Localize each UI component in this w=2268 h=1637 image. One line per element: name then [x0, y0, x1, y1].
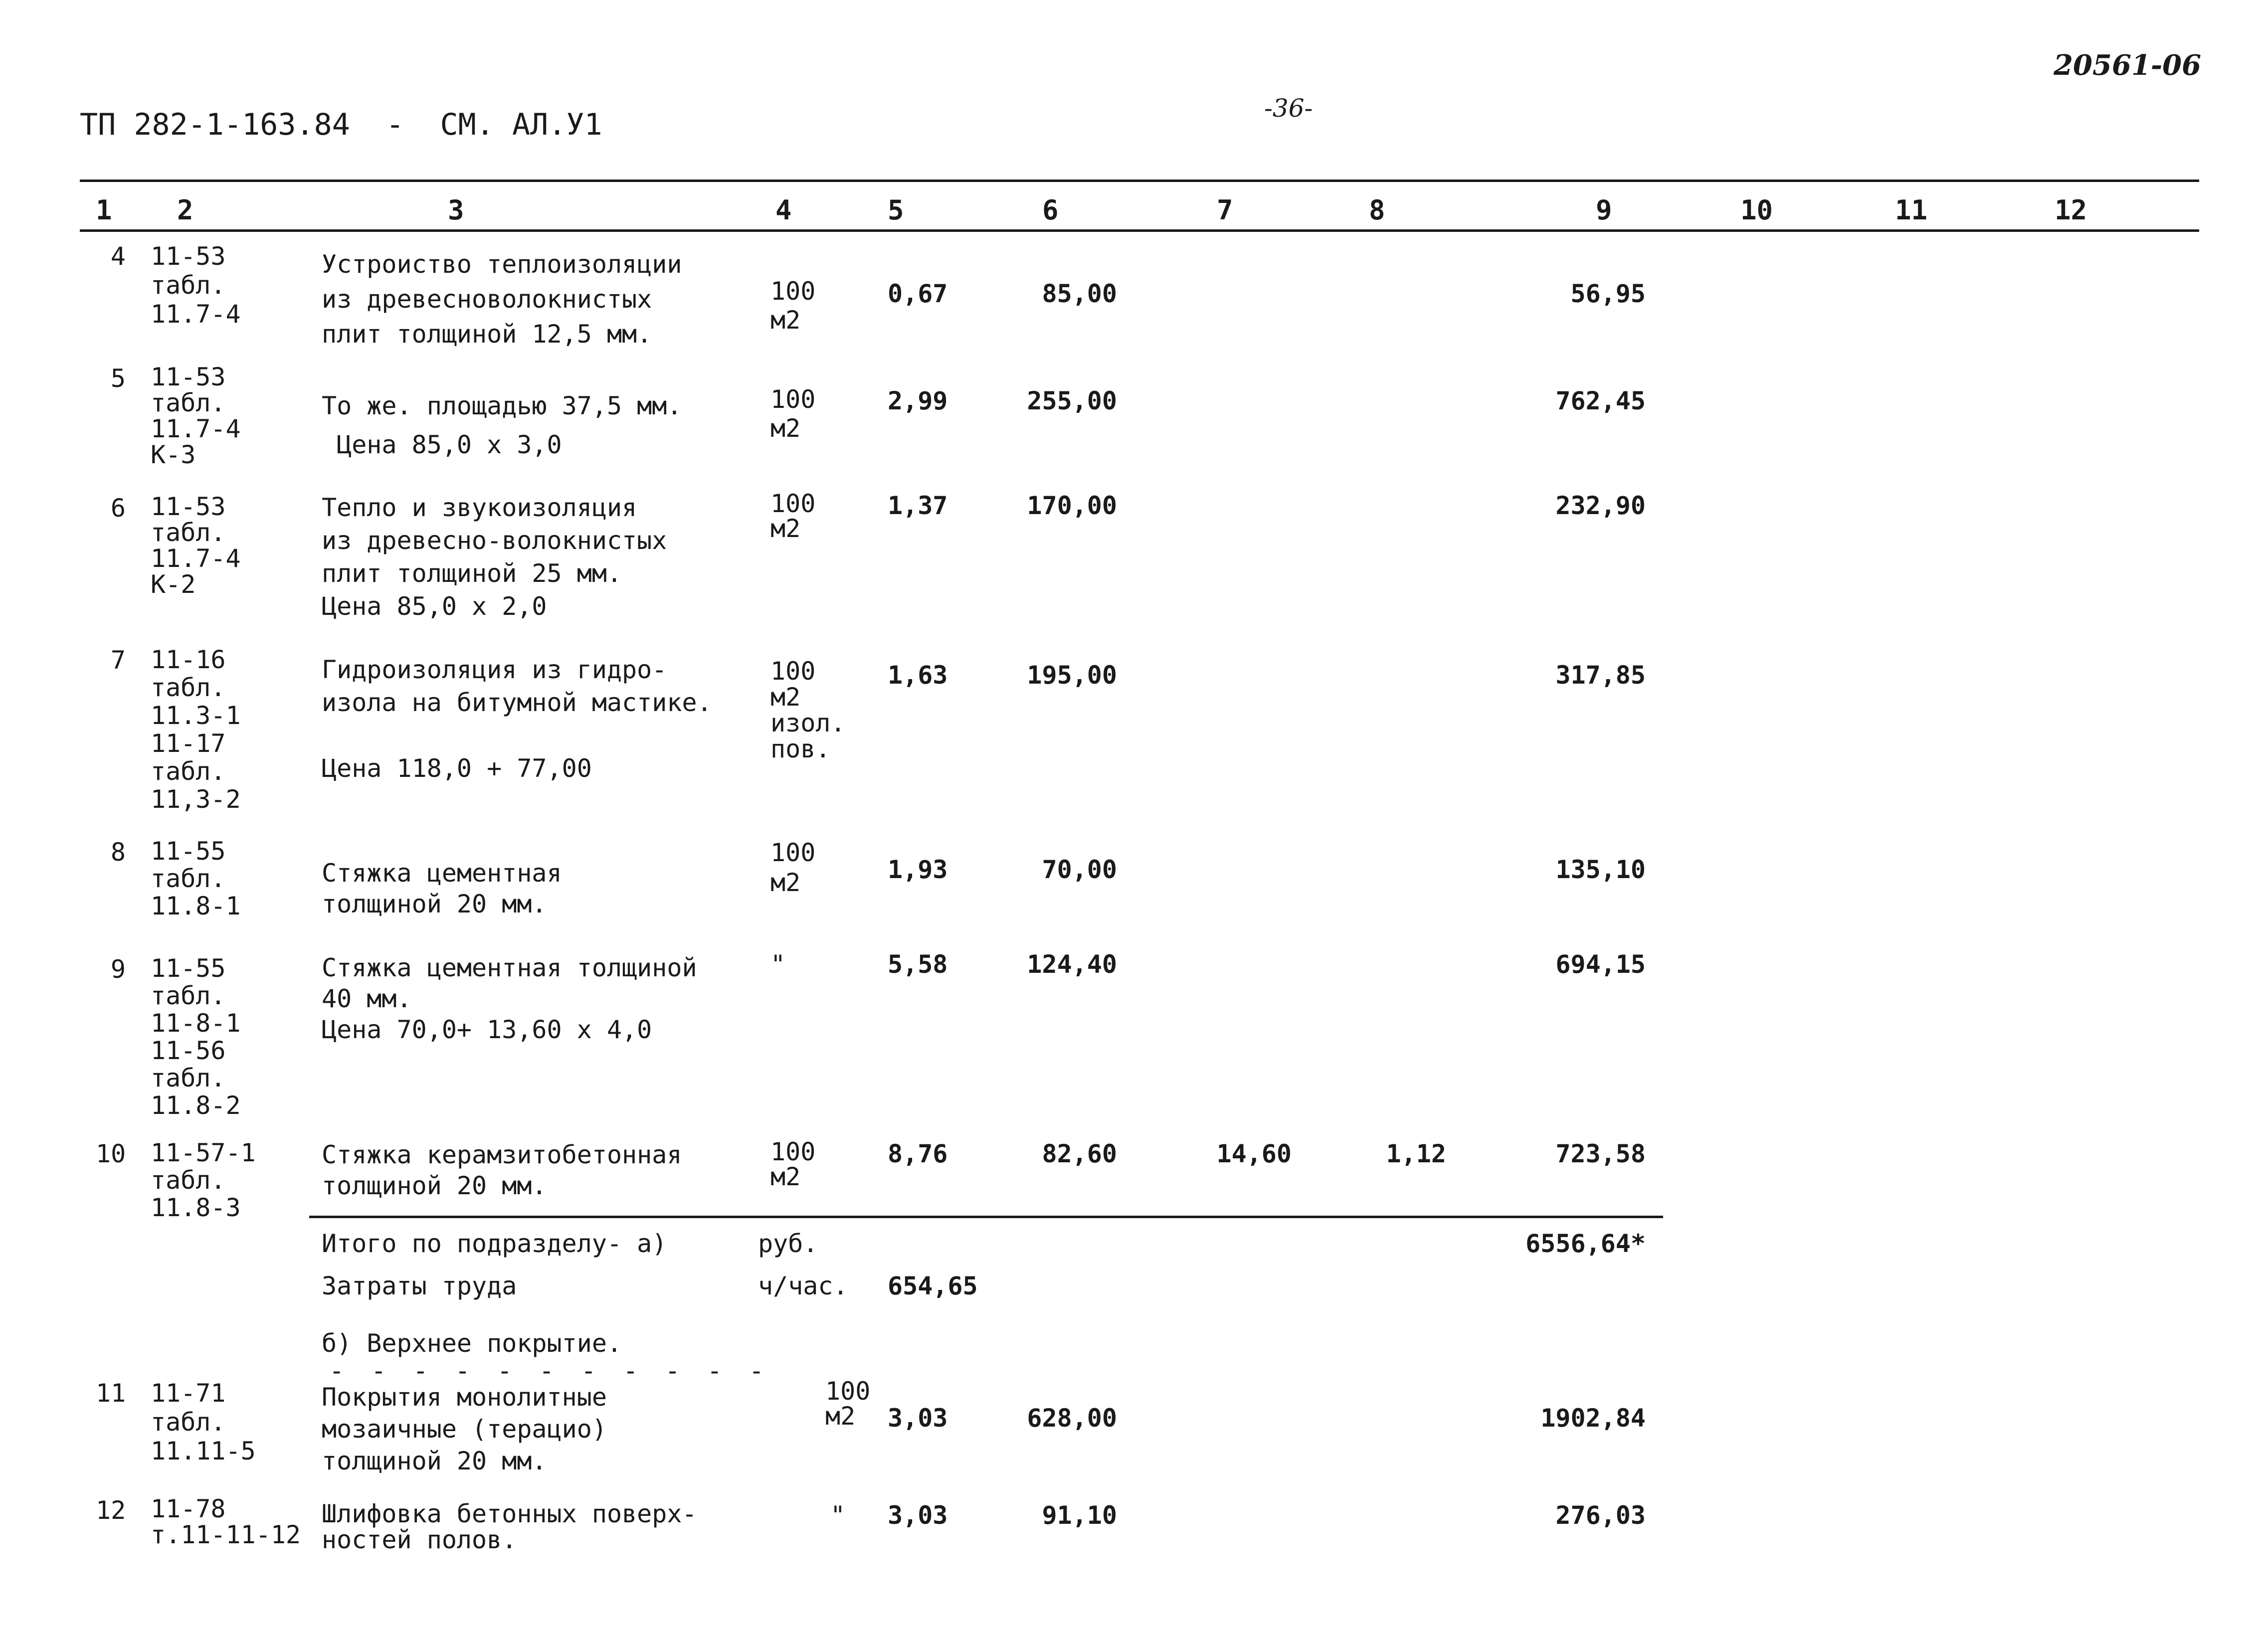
unit: 100 м2: [825, 1377, 871, 1431]
labor-value: 654,65: [888, 1272, 978, 1300]
quantity: 2,99: [888, 386, 948, 415]
work-description: То же. площадью 37,5 мм. Цена 85,0 х 3,0: [322, 391, 682, 459]
unit: ": [770, 950, 786, 979]
sheet-number: 20561-06: [2054, 49, 2201, 82]
col-num-10: 10: [1740, 194, 1773, 226]
subtotal-label: Итого по подразделу- а): [322, 1229, 667, 1258]
quantity: 3,03: [888, 1501, 948, 1530]
unit-price: 628,00: [1027, 1404, 1117, 1433]
section-b-underline: - - - - - - - - - - -: [329, 1356, 770, 1385]
col-num-4: 4: [775, 194, 792, 226]
norm-code: 11-78 т.11-11-12: [151, 1494, 301, 1549]
row-number: 6: [110, 494, 126, 523]
row-number: 12: [96, 1496, 126, 1525]
total-cost: 135,10: [1555, 855, 1646, 884]
quantity: 8,76: [888, 1139, 948, 1168]
norm-code: 11-55 табл. 11.8-1: [151, 837, 241, 920]
total-cost: 723,58: [1555, 1139, 1646, 1168]
subtotal-unit: руб.: [758, 1229, 818, 1258]
total-cost: 232,90: [1555, 491, 1646, 520]
header-bottom-rule: [80, 229, 2199, 232]
norm-code: 11-53 табл. 11.7-4 К-3: [151, 363, 241, 469]
unit-price: 124,40: [1027, 950, 1117, 979]
section-b-title: б) Верхнее покрытие.: [322, 1329, 622, 1358]
row-number: 8: [110, 838, 126, 867]
col-num-5: 5: [888, 194, 904, 226]
work-description: Шлифовка бетонных поверх- ностей полов.: [322, 1499, 697, 1554]
row-number: 10: [96, 1139, 126, 1168]
unit: 100 м2: [770, 1137, 816, 1191]
work-description: Стяжка керамзитобетонная толщиной 20 мм.: [322, 1140, 682, 1200]
column-8-value: 1,12: [1386, 1139, 1446, 1168]
col-num-1: 1: [96, 194, 112, 226]
row-number: 4: [110, 242, 126, 271]
col-num-7: 7: [1217, 194, 1233, 226]
row-number: 5: [110, 364, 126, 393]
table-top-rule: [80, 180, 2199, 182]
unit: 100 м2: [770, 277, 816, 335]
labor-label: Затраты труда: [322, 1272, 517, 1300]
quantity: 0,67: [888, 279, 948, 308]
norm-code: 11-53 табл. 11.7-4: [151, 242, 241, 329]
col-num-11: 11: [1895, 194, 1928, 226]
document-code: ТП 282-1-163.84 - СМ. АЛ.У1: [80, 107, 602, 142]
total-cost: 694,15: [1555, 950, 1646, 979]
quantity: 3,03: [888, 1404, 948, 1433]
work-description: Устроиство теплоизоляции из древесноволокнистых плит толщиной 12,5 мм.: [322, 250, 682, 349]
unit: 100 м2: [770, 489, 816, 543]
norm-code: 11-16 табл. 11.3-1 11-17 табл. 11,3-2: [151, 645, 241, 814]
row-number: 7: [110, 646, 126, 675]
row-number: 11: [96, 1379, 126, 1408]
row-number: 9: [110, 955, 126, 984]
work-description: Тепло и звукоизоляция из древесно-волокнистых плит толщиной 25 мм. Цена 85,0 х 2,0: [322, 493, 667, 621]
page-number: -36-: [1264, 94, 1313, 123]
total-cost: 276,03: [1555, 1501, 1646, 1530]
col-num-3: 3: [448, 194, 464, 226]
work-description: Стяжка цементная толщиной 40 мм. Цена 70,0+ 13,60 х 4,0: [322, 953, 697, 1044]
unit-price: 255,00: [1027, 386, 1117, 415]
norm-code: 11-53 табл. 11.7-4 К-2: [151, 492, 241, 599]
quantity: 1,37: [888, 491, 948, 520]
quantity: 1,63: [888, 661, 948, 690]
unit: ": [830, 1501, 846, 1530]
quantity: 1,93: [888, 855, 948, 884]
total-cost: 762,45: [1555, 386, 1646, 415]
labor-unit: ч/час.: [758, 1272, 848, 1300]
col-num-8: 8: [1369, 194, 1385, 226]
col-num-12: 12: [2055, 194, 2087, 226]
col-num-6: 6: [1042, 194, 1059, 226]
unit-price: 70,00: [1042, 855, 1117, 884]
unit: 100 м2 изол. пов.: [770, 657, 846, 763]
total-cost: 56,95: [1570, 279, 1646, 308]
norm-code: 11-71 табл. 11.11-5: [151, 1379, 256, 1465]
total-cost: 317,85: [1555, 661, 1646, 690]
unit-price: 82,60: [1042, 1139, 1117, 1168]
total-cost: 1902,84: [1540, 1404, 1646, 1433]
unit-price: 91,10: [1042, 1501, 1117, 1530]
norm-code: 11-57-1 табл. 11.8-3: [151, 1138, 256, 1222]
unit: 100 м2: [770, 838, 816, 897]
subtotal-value: 6556,64*: [1525, 1229, 1646, 1258]
unit-price: 195,00: [1027, 661, 1117, 690]
norm-code: 11-55 табл. 11-8-1 11-56 табл. 11.8-2: [151, 954, 241, 1120]
column-7-value: 14,60: [1216, 1139, 1292, 1168]
work-description: Стяжка цементная толщиной 20 мм.: [322, 859, 562, 918]
subtotal-rule: [309, 1216, 1663, 1218]
quantity: 5,58: [888, 950, 948, 979]
col-num-2: 2: [177, 194, 193, 226]
col-num-9: 9: [1596, 194, 1612, 226]
unit-price: 85,00: [1042, 279, 1117, 308]
unit-price: 170,00: [1027, 491, 1117, 520]
unit: 100 м2: [770, 385, 816, 443]
work-description: Покрытия монолитные мозаичные (терацио) толщиной 20 мм.: [322, 1383, 607, 1475]
work-description: Гидроизоляция из гидро- изола на битумной мастике. Цена 118,0 + 77,00: [322, 655, 712, 783]
